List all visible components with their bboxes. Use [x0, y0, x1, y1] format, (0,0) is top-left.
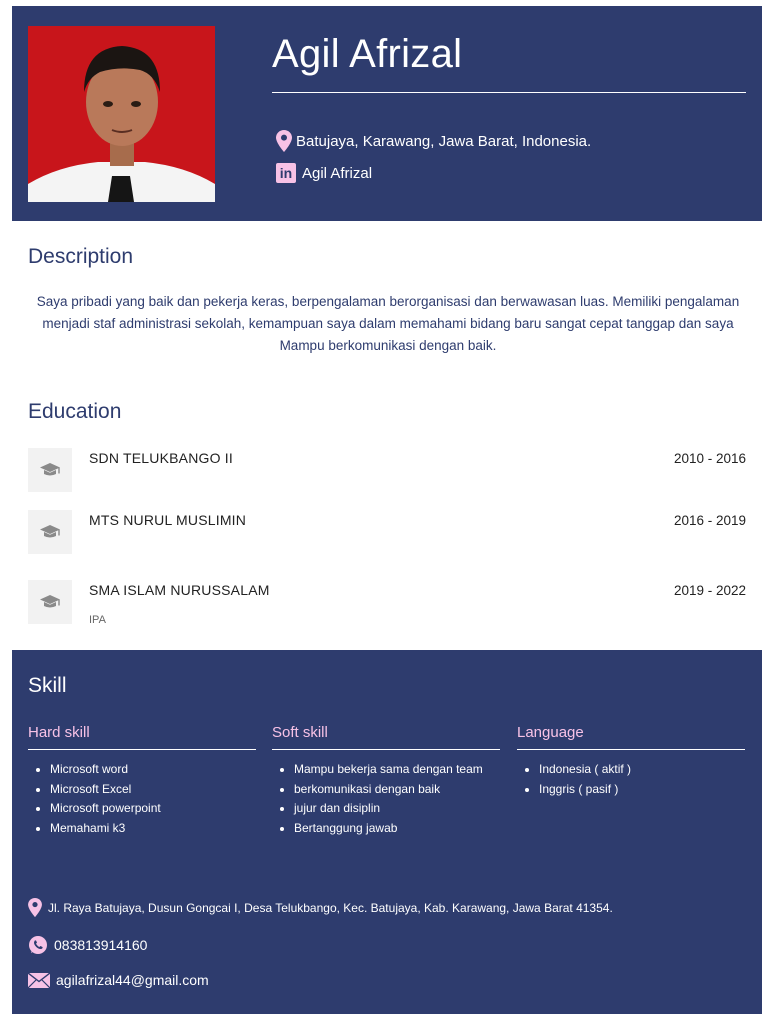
phone-text[interactable]: 083813914160 — [54, 937, 148, 953]
profile-photo — [28, 26, 215, 202]
map-pin-icon — [28, 898, 42, 917]
skill-title: Skill — [28, 674, 67, 697]
education-title: Education — [28, 400, 122, 423]
list-item: • Microsoft Excel — [50, 780, 256, 800]
language-column — [517, 724, 745, 799]
address-row — [28, 898, 613, 917]
name-divider — [272, 92, 746, 93]
education-item — [28, 448, 746, 492]
location-row — [276, 130, 591, 152]
footer-panel — [12, 650, 762, 1014]
graduation-cap-icon — [28, 510, 72, 554]
education-major: IPA — [89, 614, 106, 626]
list-item: • Inggris ( pasif ) — [539, 780, 745, 800]
graduation-cap-icon — [28, 580, 72, 624]
linkedin-row[interactable] — [276, 163, 372, 183]
hard-skill-title: Hard skill — [28, 724, 256, 750]
list-item: • Microsoft powerpoint — [50, 799, 256, 819]
full-name: Agil Afrizal — [272, 32, 463, 76]
list-item: • jujur dan disiplin — [294, 799, 484, 819]
soft-skill-title: Soft skill — [272, 724, 500, 750]
soft-skill-column — [272, 724, 500, 838]
hard-skill-column — [28, 724, 256, 838]
description-text: Saya pribadi yang baik dan pekerja keras, berpengalaman berorganisasi dan berwawasan luas. Memiliki pengalaman menjadi staf administrasi sekolah, kemampuan saya dalam memahami bidang baru sangat cepat tanggap dan saya Mampu berkomunikasi dengan baik. — [36, 294, 740, 353]
list-item: • Memahami k3 — [50, 819, 256, 839]
header-banner — [12, 6, 762, 221]
location-text: Batujaya, Karawang, Jawa Barat, Indonesia. — [296, 132, 592, 150]
address-text: Jl. Raya Batujaya, Dusun Gongcai I, Desa Telukbango, Kec. Batujaya, Kab. Karawang, Jawa Barat 41354. — [48, 900, 613, 915]
list-item: • Microsoft word — [50, 760, 256, 780]
list-item: • Mampu bekerja sama dengan team — [294, 760, 484, 780]
list-item: • Indonesia ( aktif ) — [539, 760, 745, 780]
list-item: • Bertanggung jawab — [294, 819, 484, 839]
map-pin-icon — [276, 130, 292, 152]
education-item — [28, 580, 746, 624]
envelope-icon — [28, 973, 50, 988]
linkedin-icon: in — [276, 163, 296, 183]
education-years: 2010 - 2016 — [673, 451, 746, 466]
language-title: Language — [517, 724, 745, 750]
phone-row[interactable] — [28, 935, 147, 955]
education-item — [28, 510, 746, 554]
description-title: Description — [28, 245, 134, 268]
linkedin-text[interactable]: Agil Afrizal — [302, 164, 373, 182]
education-school: SMA ISLAM NURUSSALAM — [89, 582, 270, 598]
education-years: 2016 - 2019 — [673, 513, 746, 528]
language-list — [517, 760, 745, 799]
education-years: 2019 - 2022 — [673, 583, 746, 598]
education-school: MTS NURUL MUSLIMIN — [89, 512, 247, 528]
email-row[interactable] — [28, 972, 209, 988]
soft-skill-list — [272, 760, 484, 838]
education-school: SDN TELUKBANGO II — [89, 450, 233, 466]
hard-skill-list — [28, 760, 256, 838]
graduation-cap-icon — [28, 448, 72, 492]
whatsapp-icon — [28, 935, 48, 955]
email-text[interactable]: agilafrizal44@gmail.com — [56, 972, 209, 988]
list-item: • berkomunikasi dengan baik — [294, 780, 484, 800]
